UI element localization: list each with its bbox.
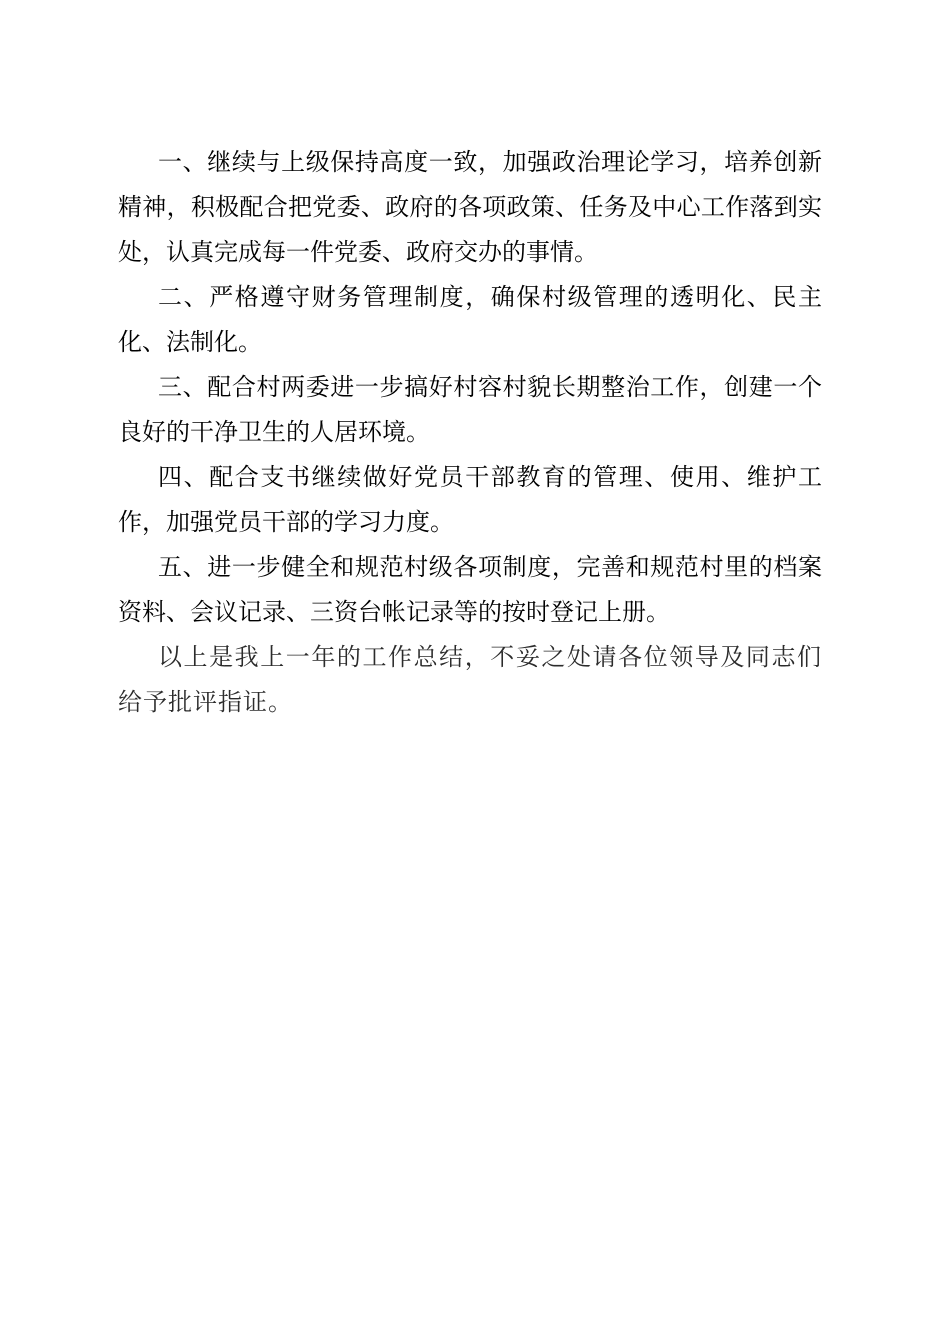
item-paragraph-1: 一、继续与上级保持高度一致，加强政治理论学习，培养创新精神，积极配合把党委、政府的各项政策、任务及中心工作落到实处，认真完成每一件党委、政府交办的事情。	[118, 148, 822, 266]
item-paragraph-2: 二、严格遵守财务管理制度，确保村级管理的透明化、民主化、法制化。	[118, 283, 822, 356]
document-body	[118, 140, 822, 725]
item-paragraph-3: 三、配合村两委进一步搞好村容村貌长期整治工作，创建一个良好的干净卫生的人居环境。	[118, 373, 822, 446]
closing-paragraph: 以上是我上一年的工作总结，不妥之处请各位领导及同志们给予批评指证。	[118, 643, 822, 716]
item-paragraph-5: 五、进一步健全和规范村级各项制度，完善和规范村里的档案资料、会议记录、三资台帐记录等的按时登记上册。	[118, 553, 822, 626]
item-paragraph-4: 四、配合支书继续做好党员干部教育的管理、使用、维护工作，加强党员干部的学习力度。	[118, 463, 822, 536]
